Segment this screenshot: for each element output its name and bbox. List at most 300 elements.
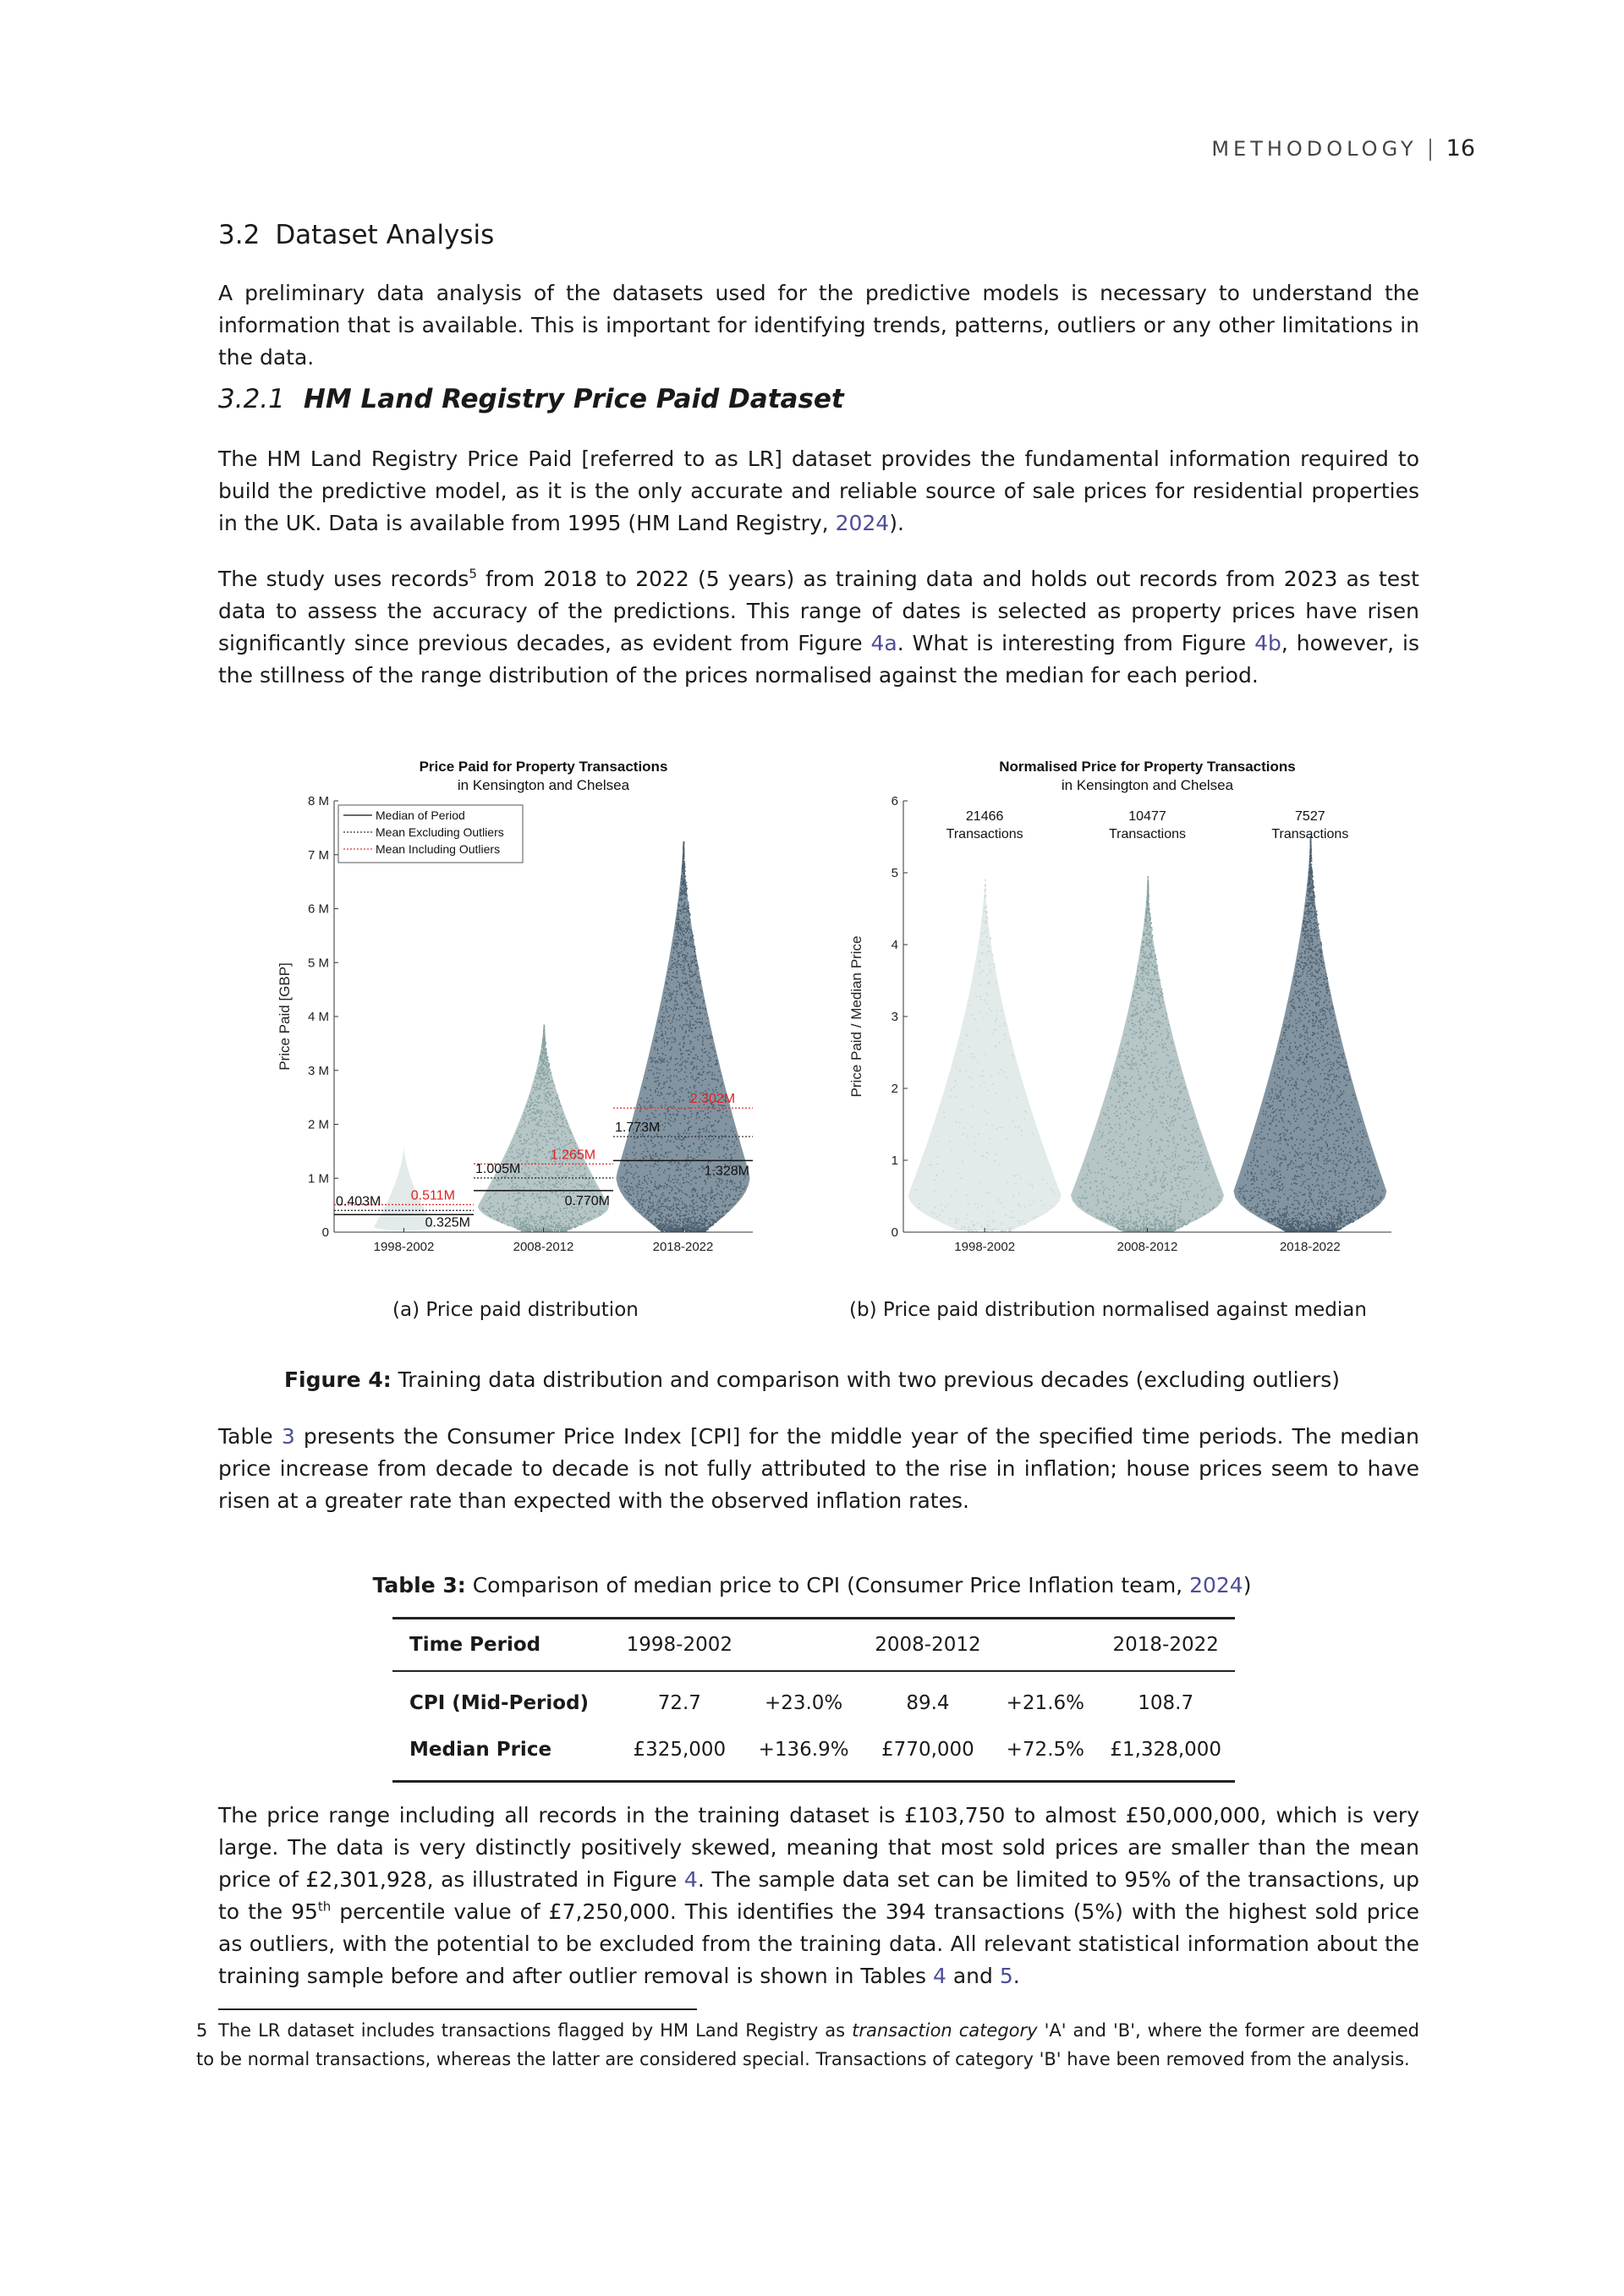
violin-point [672,956,673,958]
violin-point [705,1183,707,1185]
violin-point [720,1191,721,1192]
violin-point [584,1172,586,1174]
violin-point [682,1139,683,1141]
violin-point [697,1073,699,1075]
violin-point [663,1206,665,1208]
violin-point [685,958,687,960]
violin-point [538,1110,540,1112]
violin-point [707,1148,709,1150]
violin-point [518,1197,520,1199]
violin-point [683,1038,684,1040]
violin-point [660,1225,661,1227]
violin-point [733,1186,735,1187]
violin-point [974,1018,976,1020]
violin-point [672,1225,673,1227]
violin-point [1173,1210,1175,1212]
violin-point [532,1135,534,1137]
violin-point [523,1153,524,1154]
violin-point [650,1118,651,1120]
violin-point [678,924,680,926]
violin-point [681,1230,683,1231]
violin-point [520,1223,522,1225]
violin-point [663,1172,665,1174]
violin-point [550,1192,551,1193]
violin-point [949,1141,951,1143]
violin-point [1187,1109,1188,1110]
violin-point [644,1210,645,1212]
violin-point [694,1211,695,1213]
violin-point [666,1230,667,1232]
violin-point [519,1156,521,1158]
violin-point [1177,1206,1178,1208]
violin-point [560,1210,562,1212]
violin-point [562,1188,564,1190]
violin-point [683,878,685,879]
violin-point [1163,1225,1165,1227]
violin-point [564,1181,566,1182]
violin-point [987,918,989,919]
violin-point [665,1198,667,1200]
violin-point [644,1087,645,1088]
violin-point [963,1133,964,1135]
violin-point [1180,1226,1182,1228]
violin-point [726,1148,727,1149]
violin-point [532,1102,534,1104]
violin-point [1147,1029,1149,1031]
violin-point [1021,1134,1023,1136]
violin-point [676,1138,678,1140]
violin-point [1008,1230,1010,1232]
violin-point [700,1110,702,1112]
violin-point [667,1214,668,1216]
violin-point [678,1111,679,1113]
violin-point [544,1224,546,1225]
violin-point [543,1185,545,1186]
violin-point [734,1153,736,1154]
violin-point [539,1225,540,1227]
violin-point [523,1229,524,1230]
violin-point [683,1037,684,1038]
violin-point [688,902,689,904]
violin-point [655,1091,656,1093]
violin-point [971,1056,973,1058]
violin-point [671,1214,672,1215]
violin-point [718,1137,720,1139]
violin-point [657,1049,659,1050]
violin-point [687,1008,689,1010]
violin-point [650,1105,651,1107]
violin-point [1156,1198,1158,1200]
violin-point [685,1220,687,1222]
violin-point [1176,1178,1177,1180]
violin-point [983,1017,985,1019]
figure-ref-4b[interactable]: 4b [1254,631,1281,655]
violin-point [1111,1217,1113,1219]
violin-point [693,1225,694,1227]
violin-point [600,1210,601,1212]
violin-point [694,1214,695,1215]
violin-point [1129,1068,1131,1070]
violin-point [655,1181,656,1183]
violin-point [678,963,679,965]
violin-point [1105,1201,1106,1203]
violin-point [692,1076,694,1077]
violin-point [686,989,688,990]
violin-point [553,1223,555,1225]
violin-point [639,1104,640,1105]
violin-point [1081,1179,1083,1181]
violin-point [665,1115,667,1117]
violin-point [544,1045,546,1047]
violin-point [985,1000,986,1001]
violin-point [654,1049,656,1050]
violin-point [1178,1217,1180,1219]
violin-point [672,1010,674,1011]
violin-point [642,1200,644,1202]
violin-point [1025,1111,1027,1113]
violin-point [534,1174,535,1175]
violin-point [673,962,675,964]
violin-point [674,1192,676,1194]
violin-point [694,1003,696,1005]
violin-point [1148,974,1149,976]
citation-link[interactable]: 2024 [835,511,890,535]
violin-point [669,1015,671,1016]
violin-point [694,1006,696,1007]
violin-point [677,1110,678,1111]
violin-point [577,1225,579,1227]
violin-point [1080,1197,1082,1199]
violin-point [546,1157,547,1159]
violin-point [1140,1153,1142,1155]
violin-point [962,1161,963,1163]
violin-point [683,1132,685,1134]
violin-point [704,1143,705,1145]
violin-point [1166,1055,1168,1056]
violin-point [634,1158,636,1159]
violin-point [689,1230,691,1231]
violin-point [673,1075,675,1077]
violin-point [1102,1132,1104,1134]
violin-point [562,1122,563,1124]
violin-point [662,1006,664,1008]
violin-point [637,1193,639,1195]
violin-point [1107,1218,1109,1219]
violin-point [529,1105,531,1107]
violin-point [566,1120,568,1121]
violin-point [637,1192,639,1193]
violin-point [1018,1205,1020,1207]
violin-point [520,1198,522,1200]
violin-point [690,1116,692,1118]
violin-point [710,1146,712,1148]
violin-point [525,1143,527,1144]
paragraph-lr-dataset [218,443,1419,540]
violin-point [697,1230,699,1232]
violin-point [554,1215,556,1217]
violin-point [675,1059,677,1060]
violin-point [660,1207,661,1208]
violin-point [684,1116,686,1118]
violin-point [535,1214,536,1215]
violin-point [714,1203,716,1204]
violin-point [732,1131,734,1132]
violin-point [661,1205,663,1207]
violin-point [539,1172,540,1174]
violin-point [654,1225,656,1226]
violin-point [1018,1126,1020,1128]
violin-point [582,1185,584,1186]
violin-point [650,1213,652,1214]
violin-point [688,1128,689,1130]
violin-point [691,1042,693,1044]
violin-point [715,1220,716,1222]
violin-point [518,1135,520,1137]
violin-point [1172,1125,1174,1126]
violin-point [519,1220,521,1222]
violin-point [712,1223,714,1225]
violin-point [661,1105,662,1107]
violin-point [542,1060,544,1062]
violin-point [677,1114,678,1115]
violin-point [551,1222,553,1224]
violin-point [995,1030,996,1032]
violin-point [979,996,981,998]
y-tick-label: 4 M [307,1010,329,1024]
violin-point [679,952,681,954]
violin-point [674,1118,676,1120]
violin-point [535,1142,536,1143]
violin-point [712,1196,714,1197]
violin-point [969,1005,971,1006]
violin-point [996,1093,997,1094]
violin-point [687,994,689,995]
violin-point [678,916,679,918]
violin-point [723,1201,725,1203]
violin-point [559,1218,561,1219]
violin-point [687,999,689,1000]
violin-point [678,930,679,932]
violin-point [683,1045,684,1047]
violin-point [679,986,681,988]
violin-point [562,1216,563,1218]
violin-point [688,1154,689,1156]
violin-point [687,929,689,930]
violin-point [717,1210,719,1212]
violin-point [637,1186,639,1187]
violin-point [696,1118,698,1120]
violin-point [683,935,684,937]
violin-point [572,1218,573,1219]
violin-point [694,989,696,990]
violin-point [685,1081,687,1082]
violin-point [986,1215,988,1217]
violin-point [681,1063,683,1065]
violin-point [691,1211,693,1213]
violin-point [691,1077,693,1078]
violin-point [682,923,683,925]
violin-point [697,1208,699,1210]
violin-point [684,989,686,990]
violin-point [683,930,685,932]
violin-point [989,982,990,984]
violin-point [717,1079,719,1081]
violin-point [497,1219,499,1221]
violin-point [513,1213,515,1214]
violin-point [553,1213,555,1214]
violin-point [1034,1201,1035,1203]
violin-point [680,964,682,966]
violin-point [557,1203,559,1205]
violin-point [673,1105,675,1107]
violin-point [521,1225,523,1227]
p2-d: , however, is the stillness of the range distribution of the prices normalised against the median for each period. [218,631,1419,688]
violin-point [543,1071,545,1073]
chart-title: Normalised Price for Property Transactions [999,759,1296,775]
violin-point [569,1226,571,1228]
violin-point [692,1018,694,1020]
violin-point [683,966,685,967]
violin-point [541,1046,543,1048]
violin-point [706,1117,708,1119]
violin-point [683,906,684,907]
violin-point [672,1164,673,1165]
violin-point [711,1214,713,1215]
violin-point [581,1224,583,1225]
violin-point [681,1068,683,1070]
violin-point [683,898,685,900]
violin-point [672,1186,673,1188]
violin-point [688,1157,689,1159]
violin-point [680,929,682,930]
violin-point [961,1109,963,1110]
violin-point [683,1024,685,1026]
violin-point [684,1066,686,1067]
violin-point [630,1186,632,1188]
violin-point [684,940,686,942]
violin-point [521,1169,523,1170]
violin-point [683,1115,684,1116]
violin-point [982,933,984,934]
violin-point [985,954,987,956]
footnote-marker[interactable]: 5 [469,566,477,582]
violin-point [553,1219,555,1220]
violin-point [984,907,985,909]
violin-point [1132,1077,1133,1078]
violin-point [1151,1118,1153,1120]
violin-point [986,1152,988,1153]
violin-point [499,1180,501,1181]
violin-point [662,1230,664,1232]
violin-point [694,1086,695,1088]
violin-point [1009,1228,1011,1230]
violin-point [536,1195,538,1197]
violin-point [560,1163,562,1164]
violin-point [548,1070,550,1071]
violin-point [700,996,702,998]
violin-point [683,1015,684,1016]
violin-point [543,1063,545,1065]
violin-point [651,1158,653,1159]
violin-point [650,1070,652,1071]
violin-point [689,989,691,990]
violin-point [544,1217,546,1219]
violin-point [664,1043,666,1044]
violin-point [1130,1185,1132,1186]
violin-point [1133,1063,1135,1065]
violin-point [715,1131,716,1132]
violin-point [526,1175,528,1177]
violin-point [679,1025,681,1027]
violin-point [737,1199,738,1201]
violin-point [991,1230,993,1231]
violin-point [985,932,986,934]
violin-point [560,1105,562,1107]
violin-point [673,1203,675,1205]
violin-point [685,915,687,917]
violin-point [542,1187,544,1189]
violin-point [535,1089,536,1091]
violin-point [568,1225,569,1226]
violin-point [694,1049,695,1050]
violin-point [670,1230,672,1232]
violin-point [726,1186,727,1188]
violin-point [557,1218,558,1219]
violin-point [1029,1204,1031,1206]
violin-point [678,1221,679,1223]
violin-point [678,1148,680,1150]
violin-point [549,1104,551,1105]
violin-point [534,1183,535,1185]
violin-point [691,963,693,965]
violin-point [667,1122,669,1124]
violin-point [682,1088,683,1089]
violin-point [626,1153,628,1155]
violin-point [642,1204,644,1206]
violin-point [507,1206,508,1208]
violin-point [638,1183,639,1185]
violin-point [688,1214,689,1215]
figure-ref-4a[interactable]: 4a [870,631,897,655]
violin-point [578,1222,579,1224]
violin-point [565,1211,567,1213]
violin-point [683,960,684,962]
violin-point [956,1220,957,1222]
violin-point [546,1092,548,1093]
violin-point [551,1088,553,1089]
violin-point [550,1217,551,1219]
violin-point [731,1146,732,1148]
violin-point [553,1104,555,1105]
violin-point [544,1061,546,1063]
violin-point [658,1214,660,1216]
violin-point [691,1180,693,1181]
violin-point [517,1219,518,1220]
violin-point [621,1186,623,1187]
violin-point [998,1072,1000,1074]
violin-point [632,1152,634,1153]
violin-point [529,1143,531,1145]
violin-point [545,1103,546,1104]
violin-point [684,937,686,939]
violin-point [709,1056,710,1058]
violin-point [661,1034,662,1036]
violin-point [542,1063,544,1065]
violin-point [548,1102,550,1104]
violin-point [690,940,692,941]
violin-point [1161,989,1163,990]
violin-point [544,1049,546,1050]
